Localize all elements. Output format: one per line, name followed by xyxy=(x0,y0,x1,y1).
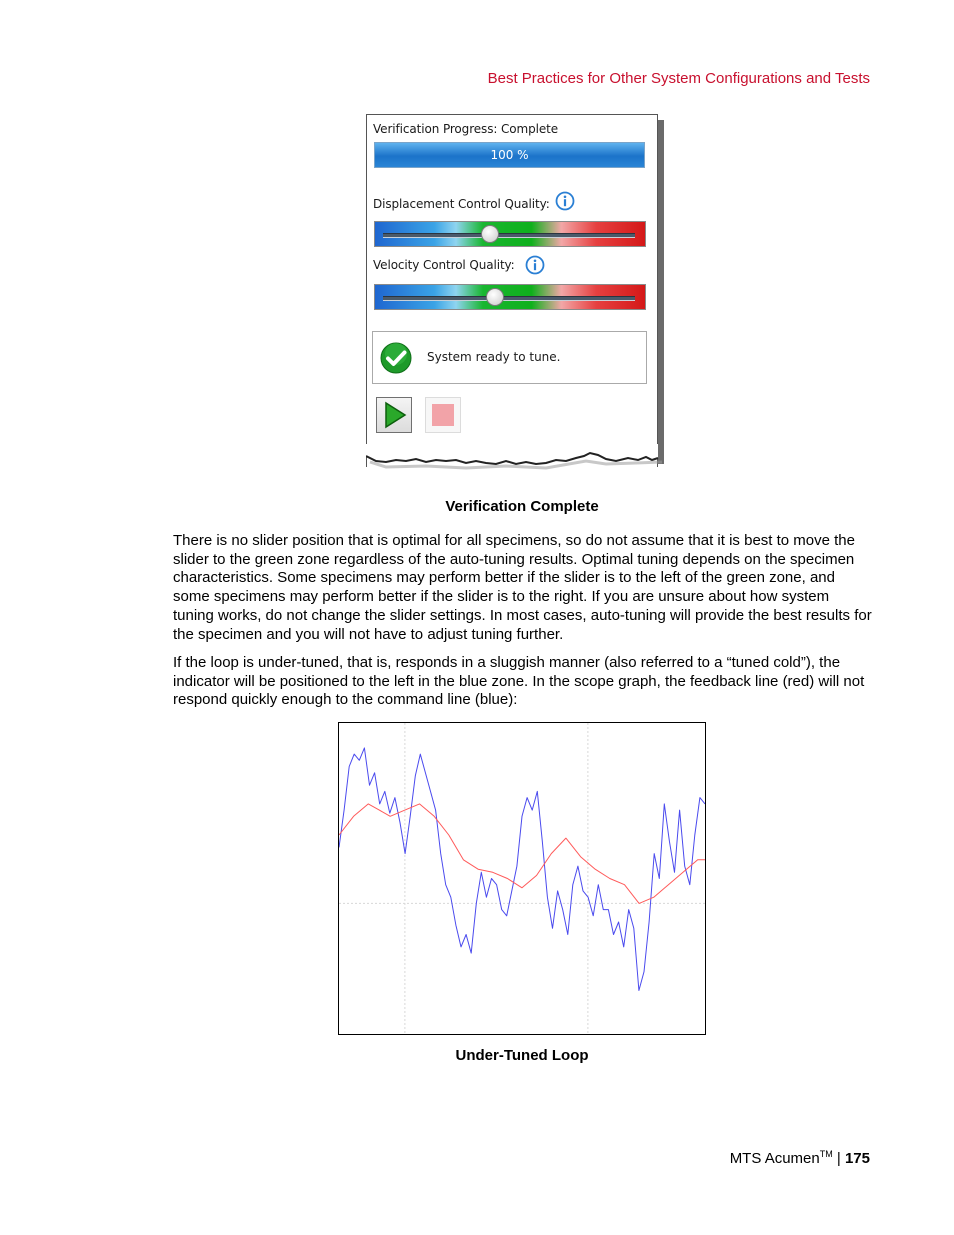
slider-track xyxy=(383,233,635,238)
section-header: Best Practices for Other System Configurations and Tests xyxy=(487,70,870,87)
scope-graph-plot xyxy=(339,723,705,1034)
product-name: MTS Acumen xyxy=(729,1150,820,1167)
start-button[interactable] xyxy=(376,397,412,433)
velocity-quality-label: Velocity Control Quality: xyxy=(373,258,515,272)
scope-graph xyxy=(338,722,706,1035)
info-icon[interactable] xyxy=(555,191,575,211)
footer-separator: | xyxy=(836,1150,841,1167)
slider-thumb[interactable] xyxy=(486,288,504,306)
displacement-quality-slider[interactable] xyxy=(374,221,646,247)
verification-panel xyxy=(366,114,658,467)
info-icon[interactable] xyxy=(525,255,545,275)
page-number: 175 xyxy=(844,1150,870,1167)
page-footer xyxy=(730,1149,870,1167)
body-paragraph: If the loop is under-tuned, that is, responds in a sluggish manner (also referred to a “tuned cold”), the indicator will be positioned to the left in the blue zone. In the scope graph, the feedback line (red) will not respond quickly enough to the command line (blue): xyxy=(173,654,865,709)
status-text: System ready to tune. xyxy=(427,350,561,364)
slider-track xyxy=(383,296,635,301)
stop-icon xyxy=(426,398,460,432)
figure-caption: Under-Tuned Loop xyxy=(455,1047,589,1064)
command-line-series xyxy=(339,748,705,991)
velocity-quality-slider[interactable] xyxy=(374,284,646,310)
body-paragraph: There is no slider position that is optimal for all specimens, so do not assume that it is best to move the slider to the green zone regardless of the auto-tuning results. Optimal tuning depends on the specimen characteristics. Some specimens may perform better if the slider is to the left of the green zone, and some specimens may perform better if the slider is to the right. If you are unsure about how system tuning works, do not change the slider settings. In most cases, auto-tuning will provide the best results for the specimen and you will not have to adjust tuning further. xyxy=(173,532,872,643)
displacement-quality-label: Displacement Control Quality: xyxy=(373,197,550,211)
trademark-mark: TM xyxy=(819,1149,833,1159)
torn-edge xyxy=(366,444,666,474)
slider-thumb[interactable] xyxy=(481,225,499,243)
verification-panel-figure xyxy=(366,114,658,472)
play-icon xyxy=(377,398,411,432)
figure-caption: Verification Complete xyxy=(445,498,599,515)
status-box xyxy=(372,331,647,384)
progress-label: Verification Progress: Complete xyxy=(373,122,559,136)
verification-progress-bar: 100 % xyxy=(374,142,645,168)
checkmark-icon xyxy=(380,342,412,374)
stop-button[interactable] xyxy=(425,397,461,433)
